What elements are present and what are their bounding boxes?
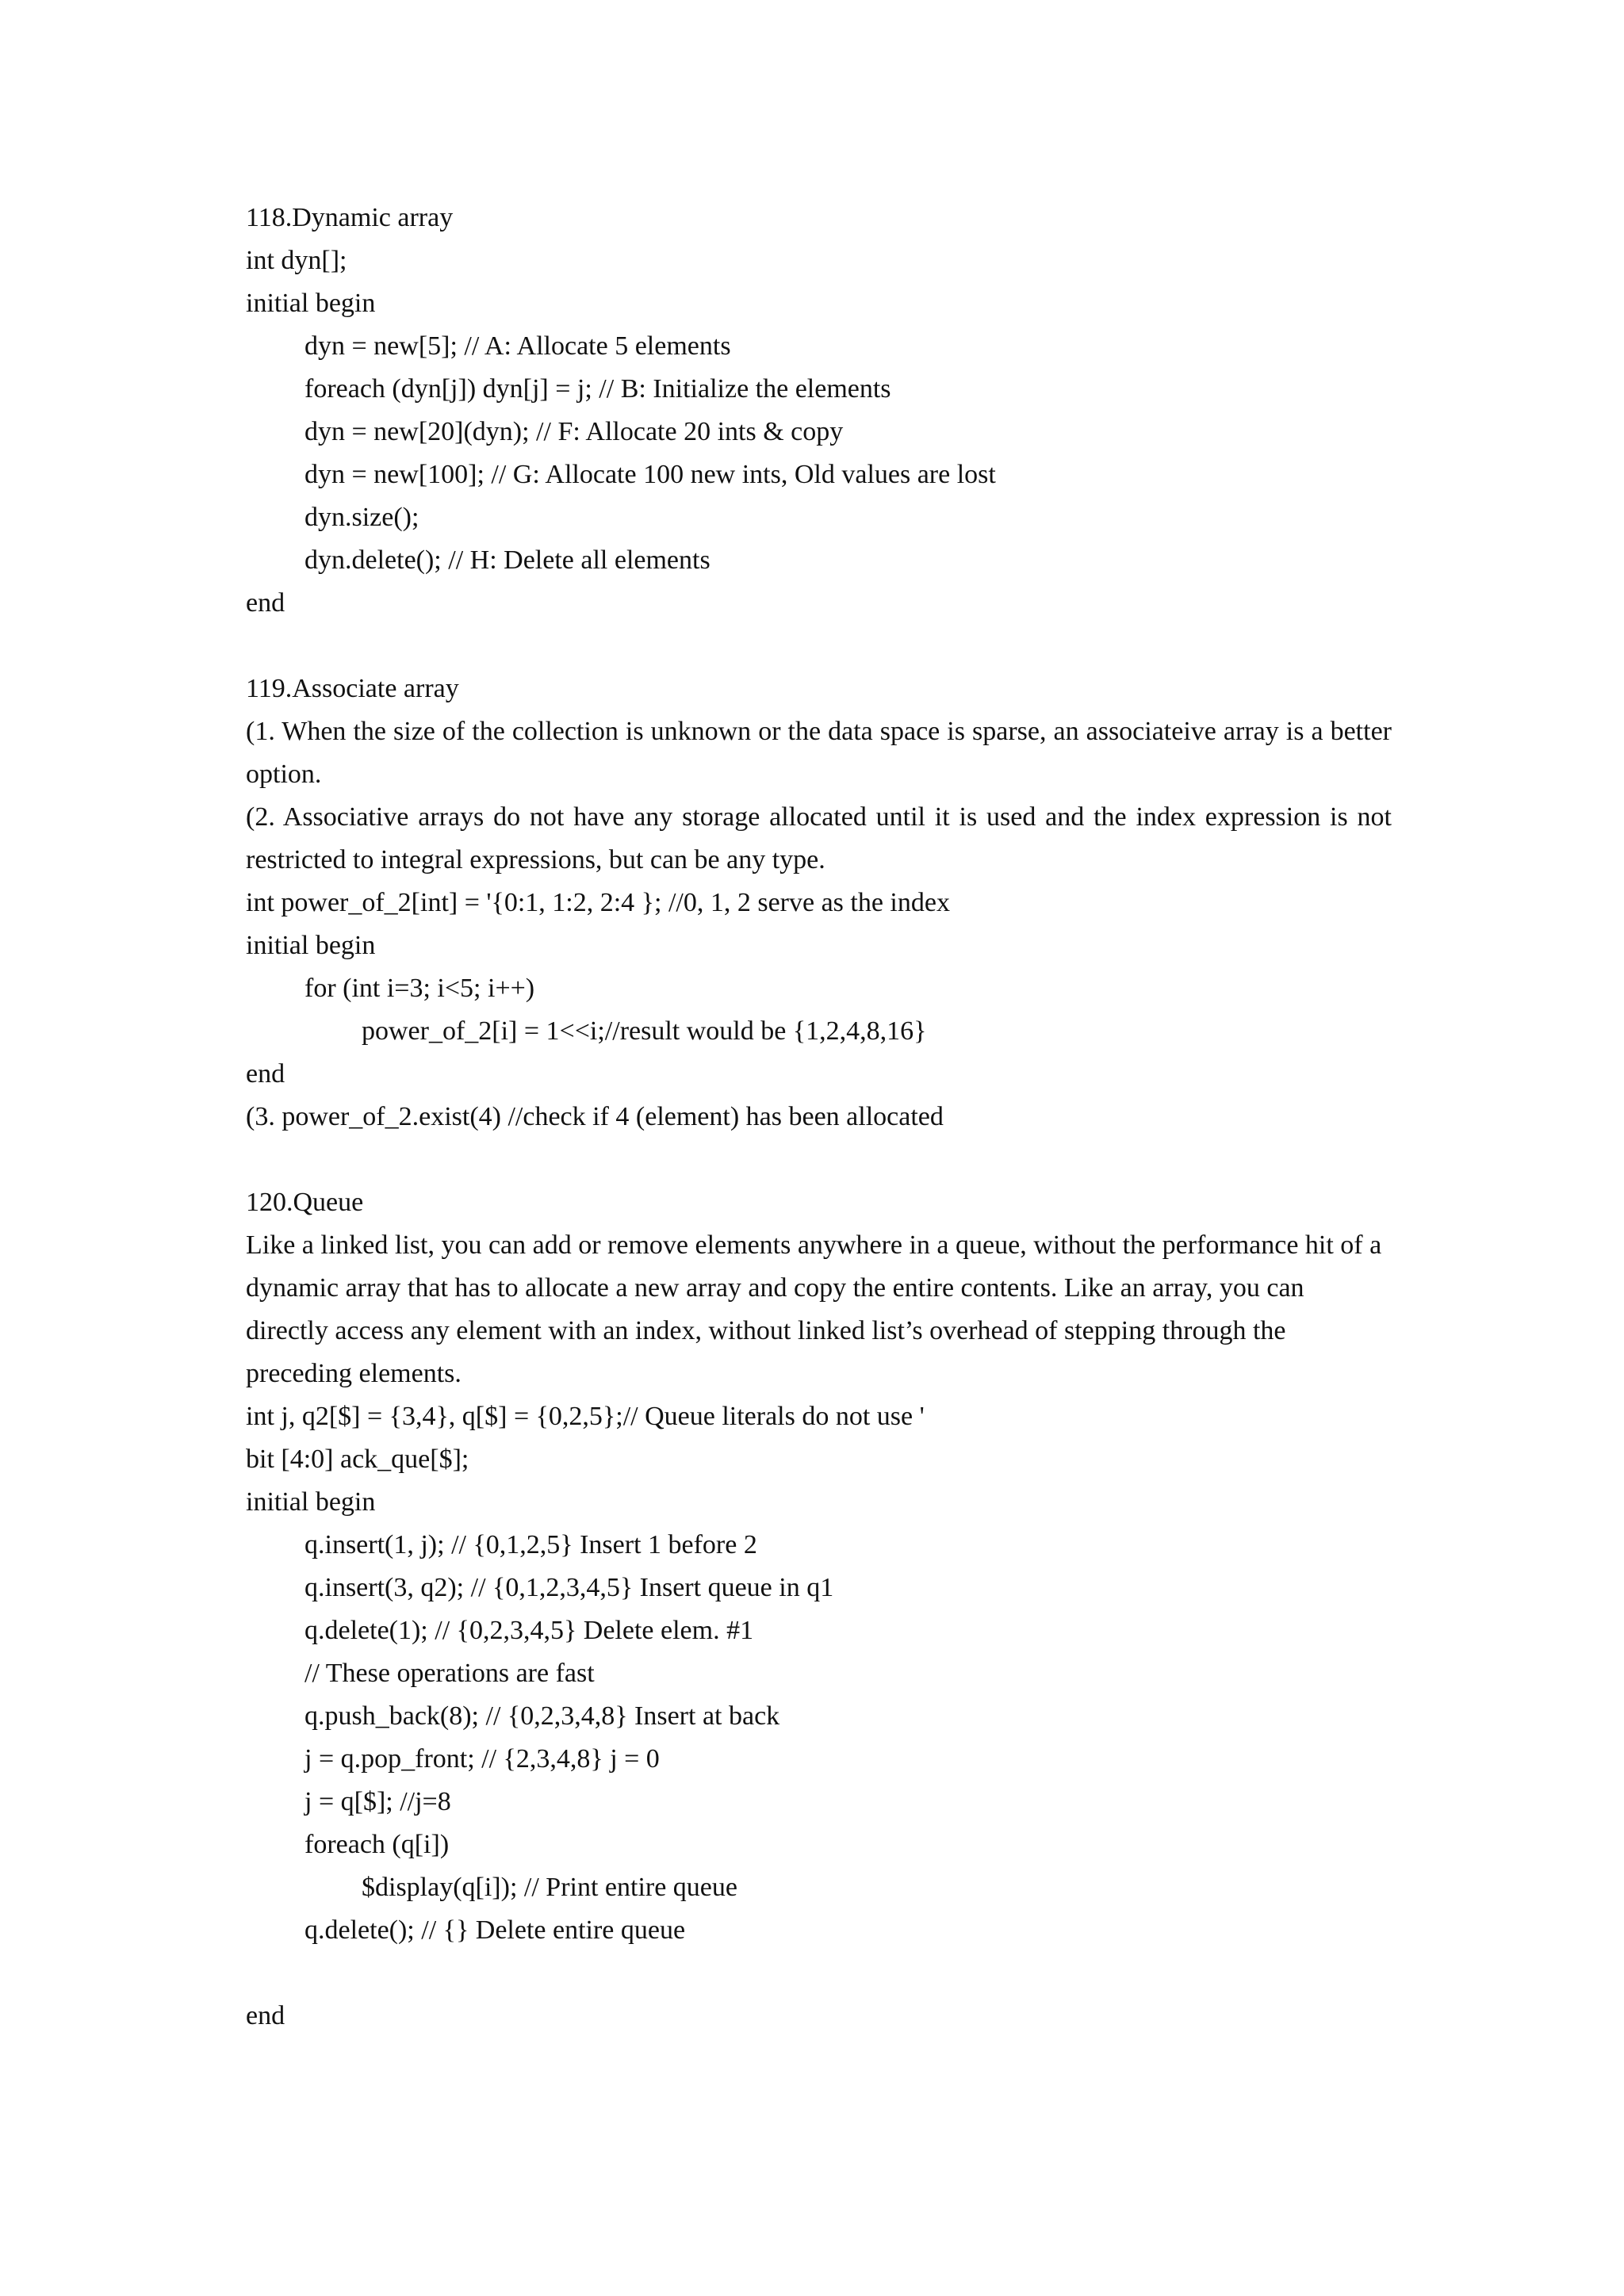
code-line: int power_of_2[int] = '{0:1, 1:2, 2:4 }; //0, 1, 2 serve as the index <box>246 888 950 917</box>
code-line: j = q[$]; //j=8 <box>304 1787 451 1816</box>
code-line: bit [4:0] ack_que[$]; <box>246 1445 469 1474</box>
spacer <box>246 1138 1392 1181</box>
code-line: q.insert(1, j); // {0,1,2,5} Insert 1 before 2 <box>304 1530 757 1559</box>
code-line: dyn.delete(); // H: Delete all elements <box>304 545 710 575</box>
paragraph-line: Like a linked list, you can add or remove elements anywhere in a queue, without the performance hit of a <box>246 1230 1382 1260</box>
paragraph-line: directly access any element with an index, without linked list’s overhead of stepping through the <box>246 1316 1286 1345</box>
code-line: power_of_2[i] = 1<<i;//result would be {1,2,4,8,16} <box>362 1016 927 1046</box>
paragraph-line: dynamic array that has to allocate a new array and copy the entire contents. Like an array, you can <box>246 1273 1304 1303</box>
code-line: initial begin <box>246 1487 376 1517</box>
code-line: foreach (q[i]) <box>304 1830 450 1859</box>
code-comment-line: // These operations are fast <box>304 1659 595 1688</box>
code-line: dyn = new[5]; // A: Allocate 5 elements <box>304 331 731 361</box>
code-line: q.push_back(8); // {0,2,3,4,8} Insert at back <box>304 1701 780 1731</box>
code-line: int dyn[]; <box>246 246 347 275</box>
code-line: end <box>246 588 285 618</box>
code-line: initial begin <box>246 931 376 960</box>
code-line: initial begin <box>246 289 376 318</box>
code-line: foreach (dyn[j]) dyn[j] = j; // B: Initialize the elements <box>304 374 891 404</box>
code-line: end <box>246 1059 285 1089</box>
paragraph-line: restricted to integral expressions, but can be any type. <box>246 845 825 874</box>
code-line: int j, q2[$] = {3,4}, q[$] = {0,2,5};// Queue literals do not use ' <box>246 1402 925 1431</box>
code-line: dyn.size(); <box>304 503 419 532</box>
code-line: dyn = new[100]; // G: Allocate 100 new ints, Old values are lost <box>304 460 996 489</box>
code-line: $display(q[i]); // Print entire queue <box>362 1873 737 1902</box>
code-line: j = q.pop_front; // {2,3,4,8} j = 0 <box>304 1744 660 1774</box>
section-119-title: 119.Associate array <box>246 674 459 703</box>
section-118-title: 118.Dynamic array <box>246 203 454 232</box>
code-line: q.delete(1); // {0,2,3,4,5} Delete elem. #1 <box>304 1616 754 1645</box>
code-line: for (int i=3; i<5; i++) <box>304 974 535 1003</box>
spacer <box>246 625 1392 668</box>
paragraph-line: (1. When the size of the collection is unknown or the data space is sparse, an associateive array is a better <box>246 717 1392 746</box>
paragraph-line: (2. Associative arrays do not have any storage allocated until it is used and the index expression is not <box>246 802 1392 832</box>
section-120-title: 120.Queue <box>246 1188 364 1217</box>
code-line: dyn = new[20](dyn); // F: Allocate 20 ints & copy <box>304 417 844 446</box>
code-line: end <box>246 2001 285 2030</box>
code-line: q.delete(); // {} Delete entire queue <box>304 1915 686 1945</box>
paragraph-line: (3. power_of_2.exist(4) //check if 4 (element) has been allocated <box>246 1102 944 1131</box>
spacer <box>246 1952 1392 1995</box>
document-content <box>246 197 1392 2038</box>
paragraph-line: preceding elements. <box>246 1359 462 1388</box>
paragraph-line: option. <box>246 760 322 789</box>
code-line: q.insert(3, q2); // {0,1,2,3,4,5} Insert queue in q1 <box>304 1573 834 1602</box>
